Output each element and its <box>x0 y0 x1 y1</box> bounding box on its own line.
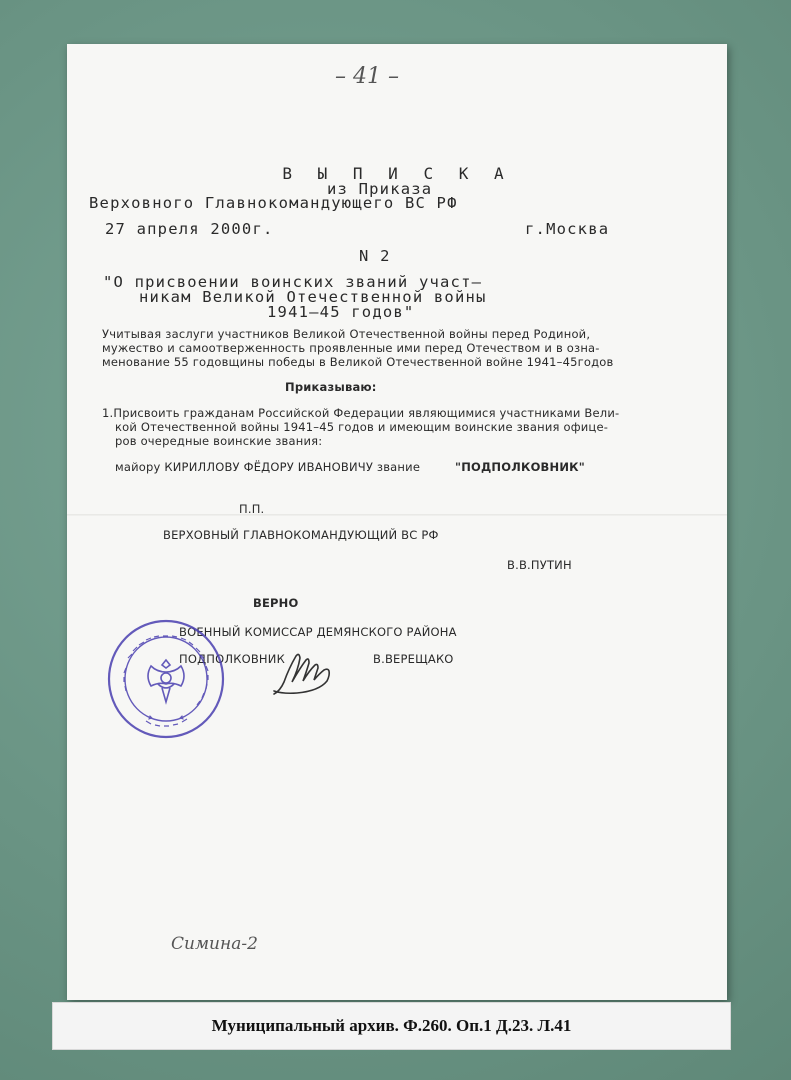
commissar-title: ВОЕННЫЙ КОМИССАР ДЕМЯНСКОГО РАЙОНА <box>179 625 457 639</box>
order-number: N 2 <box>359 247 391 265</box>
award-text: майору КИРИЛЛОВУ ФЁДОРУ ИВАНОВИЧУ звание <box>115 460 421 474</box>
order-heading-line-1: "О присвоении воинских званий участ– <box>103 273 483 291</box>
document-subtitle-1: из Приказа <box>327 180 433 198</box>
intro-line-3: менование 55 годовщины победы в Великой Отечественной войне 1941–45годов <box>102 355 614 369</box>
commander-title: ВЕРХОВНЫЙ ГЛАВНОКОМАНДУЮЩИЙ ВС РФ <box>163 528 439 542</box>
item-line-2: кой Отечественной войны 1941–45 годов и имеющим воинские звания офице- <box>115 420 609 434</box>
document-city: г.Москва <box>525 220 610 238</box>
item-line-1: 1.Присвоить гражданам Российской Федерации являющимися участниками Вели- <box>102 406 620 420</box>
paper-fold <box>67 514 727 516</box>
intro-line-2: мужество и самоотверженность проявленные ими перед Отечеством и в озна- <box>102 341 600 355</box>
document-date: 27 апреля 2000г. <box>105 220 274 238</box>
document-title: В Ы П И С К А <box>282 164 512 183</box>
document-page <box>67 44 727 1000</box>
archive-caption: Муниципальный архив. Ф.260. Оп.1 Д.23. Л.41 <box>52 1002 731 1050</box>
item-line-3: ров очередные воинские звания: <box>115 434 323 448</box>
commissar-rank: ПОДПОЛКОВНИК <box>179 652 285 666</box>
intro-line-1: Учитывая заслуги участников Великой Отечественной войны перед Родиной, <box>102 327 591 341</box>
handwritten-note: Симина-2 <box>171 934 258 954</box>
signature <box>270 648 340 700</box>
order-word: Приказываю: <box>285 380 377 394</box>
verno-mark: ВЕРНО <box>253 596 299 610</box>
commissar-name: В.ВЕРЕЩАКО <box>373 652 454 666</box>
order-heading-line-3: 1941–45 годов" <box>267 303 415 321</box>
page-number: – 41 – <box>335 64 399 89</box>
pp-mark: П.П. <box>239 502 265 516</box>
commander-name: В.В.ПУТИН <box>507 558 572 572</box>
document-subtitle-2: Верховного Главнокомандующего ВС РФ <box>89 194 458 212</box>
order-heading-line-2: никам Великой Отечественной войны <box>139 288 487 306</box>
award-rank: "ПОДПОЛКОВНИК" <box>455 460 585 474</box>
official-seal <box>106 618 226 740</box>
